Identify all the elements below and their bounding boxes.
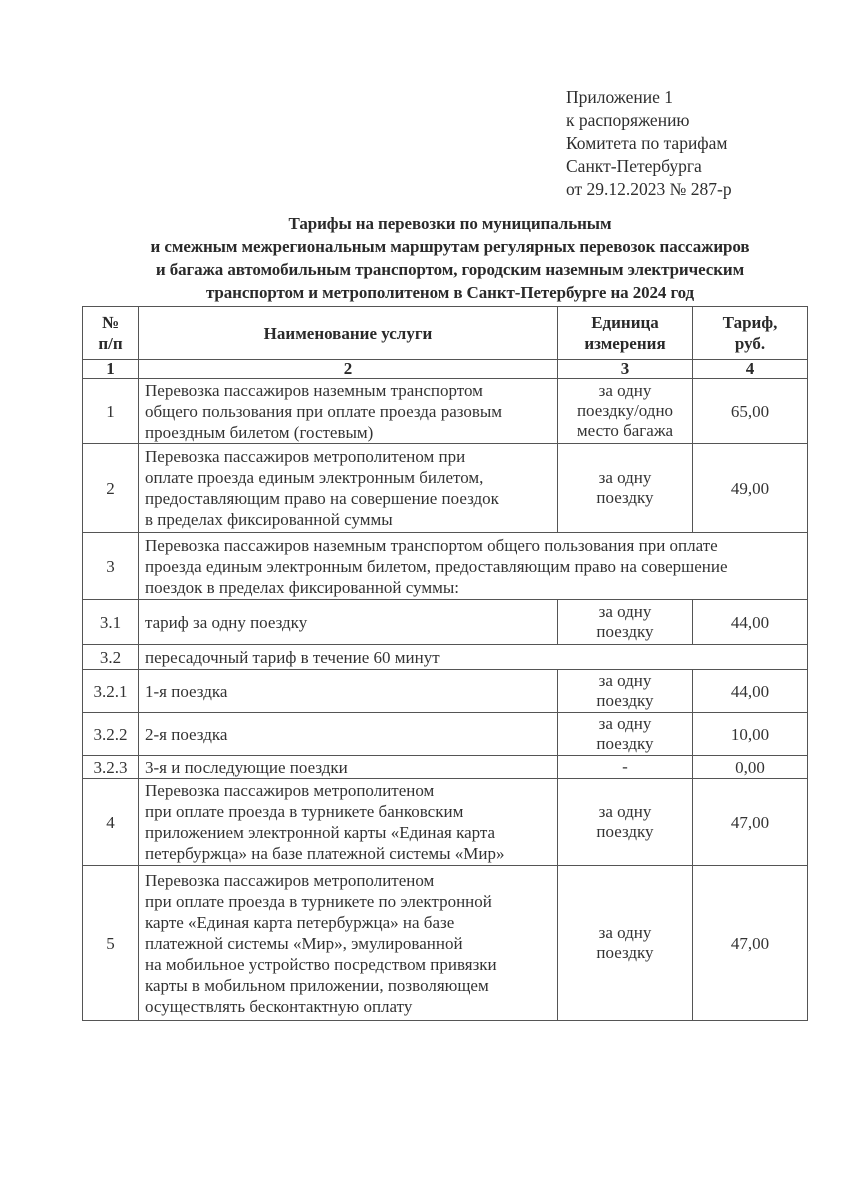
- unit-line: за одну: [598, 671, 652, 690]
- service-name-line: проездным билетом (гостевым): [145, 422, 374, 442]
- unit-line: поездку: [596, 622, 654, 641]
- table-row: [83, 713, 808, 756]
- header-no: [83, 307, 139, 360]
- unit-of-measure: [558, 444, 693, 533]
- service-name-line: при оплате проезда в турникете по электронной: [145, 891, 492, 911]
- unit-line: за одну: [598, 468, 652, 487]
- service-name: 2-я поездка: [139, 713, 558, 756]
- document-title: [90, 212, 810, 304]
- unit-of-measure: [558, 379, 693, 444]
- row-number: 3.2.3: [83, 756, 139, 779]
- row-number: 2: [83, 444, 139, 533]
- service-name-line: оплате проезда единым электронным билетом,: [145, 468, 484, 487]
- unit-line: за одну: [598, 802, 652, 821]
- row-number: 3.2.1: [83, 670, 139, 713]
- table-row: [83, 756, 808, 779]
- row-number: 1: [83, 379, 139, 444]
- unit-line: за одну: [598, 381, 652, 400]
- appendix-line: Приложение 1: [566, 87, 674, 107]
- unit-of-measure: -: [558, 756, 693, 779]
- service-name-line: Перевозка пассажиров наземным транспортом: [145, 380, 483, 400]
- service-name-line: при оплате проезда в турникете банковским: [145, 802, 464, 821]
- service-name-line: карты в мобильном приложении, позволяющем: [145, 975, 489, 995]
- header-unit-line: Единица: [591, 313, 659, 332]
- service-name-line: петербуржца» на базе платежной системы «Мир»: [145, 844, 505, 863]
- service-name-line: приложением электронной карты «Единая карта: [145, 823, 496, 842]
- table-row: [83, 670, 808, 713]
- tariff-value: 65,00: [693, 379, 808, 444]
- service-name-line: проезда единым электронным билетом, предоставляющим право на совершение: [145, 556, 728, 576]
- row-number: 3.2.2: [83, 713, 139, 756]
- service-name-line: предоставляющим право на совершение поездок: [145, 489, 499, 508]
- appendix-line: от 29.12.2023 № 287-р: [566, 179, 732, 199]
- header-unit-line: измерения: [584, 334, 666, 353]
- header-no-line: №: [101, 313, 120, 332]
- unit-of-measure: [558, 779, 693, 866]
- unit-line: за одну: [598, 923, 652, 942]
- unit-of-measure: [558, 600, 693, 645]
- unit-line: место багажа: [576, 421, 674, 440]
- service-name-line: поездок в пределах фиксированной суммы:: [145, 577, 460, 597]
- column-number-row: [83, 360, 808, 379]
- unit-line: поездку/одно: [576, 401, 674, 420]
- unit-line: поездку: [596, 488, 654, 507]
- row-number: 3.2: [83, 645, 139, 670]
- table-row: [83, 866, 808, 1021]
- table-row: [83, 379, 808, 444]
- service-name: 1-я поездка: [139, 670, 558, 713]
- tariff-value: 44,00: [693, 670, 808, 713]
- unit-line: за одну: [598, 714, 652, 733]
- column-number: 2: [139, 360, 558, 379]
- tariff-value: 0,00: [693, 756, 808, 779]
- table-row: [83, 444, 808, 533]
- row-number: 4: [83, 779, 139, 866]
- unit-line: поездку: [596, 691, 654, 710]
- service-name-line: в пределах фиксированной суммы: [145, 510, 393, 529]
- service-name-line: карте «Единая карта петербуржца» на базе: [145, 912, 455, 932]
- column-number: 1: [83, 360, 139, 379]
- service-name: [139, 533, 808, 600]
- unit-line: поездку: [596, 943, 654, 962]
- unit-of-measure: [558, 670, 693, 713]
- service-name: [139, 444, 558, 533]
- unit-line: за одну: [598, 602, 652, 621]
- appendix-line: Комитета по тарифам: [566, 133, 728, 153]
- tariff-value: 10,00: [693, 713, 808, 756]
- service-name: пересадочный тариф в течение 60 минут: [139, 645, 808, 670]
- unit-line: поездку: [596, 822, 654, 841]
- row-number: 3.1: [83, 600, 139, 645]
- unit-line: поездку: [596, 734, 654, 753]
- service-name-line: Перевозка пассажиров наземным транспортом общего пользования при оплате: [145, 535, 718, 555]
- unit-of-measure: [558, 713, 693, 756]
- service-name-line: общего пользования при оплате проезда разовым: [145, 401, 503, 421]
- tariff-value: 47,00: [693, 779, 808, 866]
- header-tariff-line: руб.: [734, 334, 766, 353]
- header-tariff: [693, 307, 808, 360]
- table-header-row: [83, 307, 808, 360]
- unit-of-measure: [558, 866, 693, 1021]
- table-row: [83, 645, 808, 670]
- table-row: [83, 600, 808, 645]
- header-no-line: п/п: [98, 334, 123, 353]
- service-name-line: осуществлять бесконтактную оплату: [145, 996, 413, 1016]
- header-service: Наименование услуги: [139, 307, 558, 360]
- tariff-value: 47,00: [693, 866, 808, 1021]
- title-line: транспортом и метрополитеном в Санкт-Петербурге на 2024 год: [205, 283, 695, 302]
- title-line: и багажа автомобильным транспортом, городским наземным электрическим: [155, 260, 745, 279]
- row-number: 5: [83, 866, 139, 1021]
- appendix-line: Санкт-Петербурга: [566, 156, 702, 176]
- service-name-line: на мобильное устройство посредством привязки: [145, 954, 497, 974]
- row-number: 3: [83, 533, 139, 600]
- table-row: [83, 779, 808, 866]
- table-row: [83, 533, 808, 600]
- tariff-value: 44,00: [693, 600, 808, 645]
- service-name-line: Перевозка пассажиров метрополитеном при: [145, 447, 466, 466]
- header-tariff-line: Тариф,: [722, 313, 778, 332]
- tariffs-table: [82, 306, 808, 1021]
- title-line: Тарифы на перевозки по муниципальным: [288, 214, 612, 233]
- service-name: [139, 379, 558, 444]
- column-number: 4: [693, 360, 808, 379]
- service-name: 3-я и последующие поездки: [139, 756, 558, 779]
- header-unit: [558, 307, 693, 360]
- column-number: 3: [558, 360, 693, 379]
- service-name: [139, 866, 558, 1021]
- service-name: тариф за одну поездку: [139, 600, 558, 645]
- service-name-line: Перевозка пассажиров метрополитеном: [145, 781, 435, 800]
- tariff-value: 49,00: [693, 444, 808, 533]
- service-name-line: платежной системы «Мир», эмулированной: [145, 933, 463, 953]
- appendix-reference: [566, 86, 732, 201]
- appendix-line: к распоряжению: [566, 110, 690, 130]
- service-name-line: Перевозка пассажиров метрополитеном: [145, 870, 435, 890]
- title-line: и смежным межрегиональным маршрутам регулярных перевозок пассажиров: [150, 237, 750, 256]
- service-name: [139, 779, 558, 866]
